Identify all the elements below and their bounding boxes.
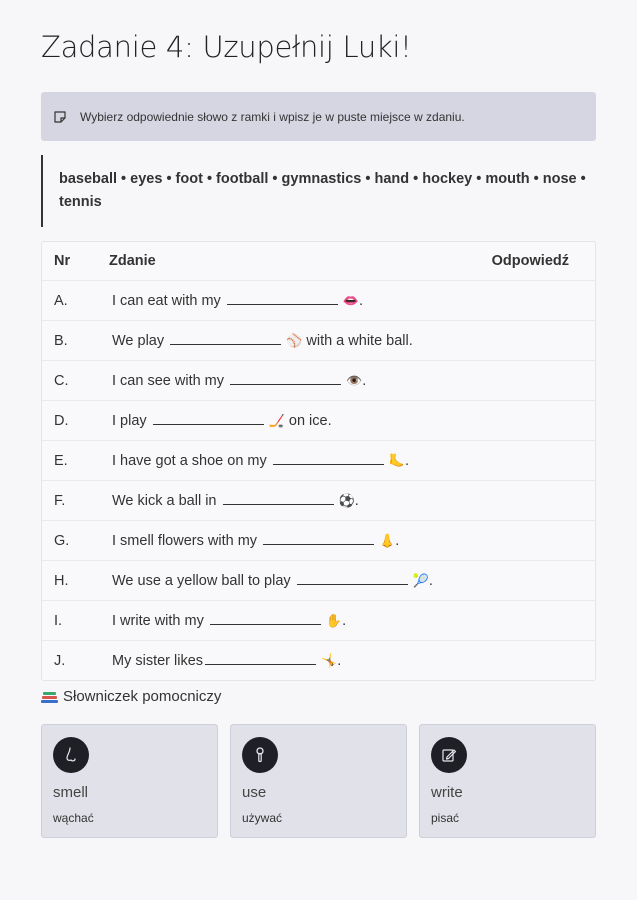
- table-row: [42, 601, 595, 641]
- sentence-end: .: [337, 652, 342, 669]
- answer-blank[interactable]: [273, 463, 384, 465]
- row-number: C.: [54, 372, 69, 389]
- answer-blank[interactable]: [227, 303, 338, 305]
- hint-emoji: 👄: [342, 293, 360, 309]
- answer-blank[interactable]: [230, 383, 341, 385]
- sentence-start: I can eat with my: [112, 292, 225, 309]
- hint-emoji: ⚾: [286, 333, 303, 349]
- edit-icon: [431, 737, 467, 773]
- dictionary-title-text: Słowniczek pomocniczy: [63, 688, 222, 705]
- answer-blank[interactable]: [205, 663, 316, 665]
- header-answer: Odpowiedź: [491, 253, 569, 269]
- sentence-end: .: [342, 612, 347, 629]
- answer-blank[interactable]: [223, 503, 334, 505]
- answer-blank[interactable]: [263, 543, 374, 545]
- sentence-start: We kick a ball in: [112, 492, 221, 509]
- sentence-end: .: [428, 572, 433, 589]
- row-number: A.: [54, 292, 68, 309]
- sentence-end: with a white ball.: [302, 332, 413, 349]
- sentence-start: We use a yellow ball to play: [112, 572, 295, 589]
- wrench-icon: [242, 737, 278, 773]
- row-number: J.: [54, 652, 66, 669]
- row-sentence: [112, 413, 332, 429]
- hint-emoji: 🏒: [268, 413, 285, 429]
- answer-blank[interactable]: [153, 423, 264, 425]
- row-number: D.: [54, 412, 69, 429]
- table-row: [42, 321, 595, 361]
- hint-emoji: 🦶: [388, 453, 405, 469]
- table-row: [42, 361, 595, 401]
- instruction-box: [41, 92, 596, 141]
- table-row: [42, 561, 595, 601]
- sentence-start: We play: [112, 332, 169, 349]
- table-row: [42, 521, 595, 561]
- header-sentence: Zdanie: [109, 253, 156, 269]
- instruction-text: Wybierz odpowiednie słowo z ramki i wpisz je w puste miejsce w zdaniu.: [80, 109, 465, 124]
- answer-blank[interactable]: [210, 623, 321, 625]
- books-icon: [41, 690, 58, 703]
- row-number: H.: [54, 572, 69, 589]
- hint-emoji: 👃: [379, 533, 396, 549]
- row-number: B.: [54, 332, 68, 349]
- table-row: [42, 401, 595, 441]
- dictionary-card: [419, 724, 596, 838]
- row-sentence: [112, 653, 341, 669]
- sentence-start: I play: [112, 412, 151, 429]
- table-row: [42, 641, 595, 680]
- row-sentence: [112, 333, 413, 349]
- sentence-start: My sister likes: [112, 652, 204, 669]
- row-number: I.: [54, 612, 63, 629]
- dictionary-card: [41, 724, 218, 838]
- row-number: E.: [54, 452, 68, 469]
- row-sentence: [112, 613, 346, 629]
- card-word: write: [431, 784, 463, 801]
- dictionary-cards: [41, 724, 596, 838]
- answer-blank[interactable]: [170, 343, 281, 345]
- word-box: baseball • eyes • foot • football • gymnastics • hand • hockey • mouth • nose • tennis: [41, 155, 596, 227]
- dictionary-card: [230, 724, 407, 838]
- hint-emoji: 🤸: [321, 653, 338, 669]
- sentence-end: .: [395, 532, 400, 549]
- hint-emoji: ✋: [325, 613, 343, 629]
- sentence-end: .: [354, 492, 359, 509]
- row-sentence: [112, 453, 409, 469]
- table-row: [42, 481, 595, 521]
- sentence-end: .: [404, 452, 410, 469]
- hint-emoji: 👁️: [346, 373, 363, 389]
- row-sentence: [112, 533, 399, 549]
- sentence-end: .: [362, 372, 367, 389]
- row-number: G.: [54, 532, 70, 549]
- nose-icon: [53, 737, 89, 773]
- card-translation: używać: [242, 811, 283, 825]
- exercise-table: [41, 241, 596, 681]
- sentence-end: on ice.: [284, 412, 332, 429]
- hint-emoji: ⚽: [338, 493, 355, 509]
- note-icon: [53, 110, 67, 124]
- card-translation: pisać: [431, 811, 460, 825]
- sentence-start: I smell flowers with my: [112, 532, 262, 549]
- sentence-start: I can see with my: [112, 372, 229, 389]
- sentence-end: .: [359, 292, 364, 309]
- row-sentence: [112, 573, 433, 589]
- sentence-start: I have got a shoe on my: [112, 452, 271, 469]
- header-nr: Nr: [54, 253, 71, 269]
- table-row: [42, 281, 595, 321]
- page-title: Zadanie 4: Uzupełnij Luki!: [41, 30, 412, 64]
- row-sentence: [112, 493, 359, 509]
- row-sentence: [112, 373, 366, 389]
- dictionary-title: [41, 688, 221, 705]
- answer-blank[interactable]: [297, 583, 408, 585]
- table-header: [42, 242, 595, 281]
- row-sentence: [112, 293, 363, 309]
- card-word: use: [242, 784, 267, 801]
- sentence-start: I write with my: [112, 612, 208, 629]
- table-row: [42, 441, 595, 481]
- hint-emoji: 🎾: [412, 573, 429, 589]
- card-translation: wąchać: [53, 811, 94, 825]
- row-number: F.: [54, 492, 66, 509]
- card-word: smell: [53, 784, 89, 801]
